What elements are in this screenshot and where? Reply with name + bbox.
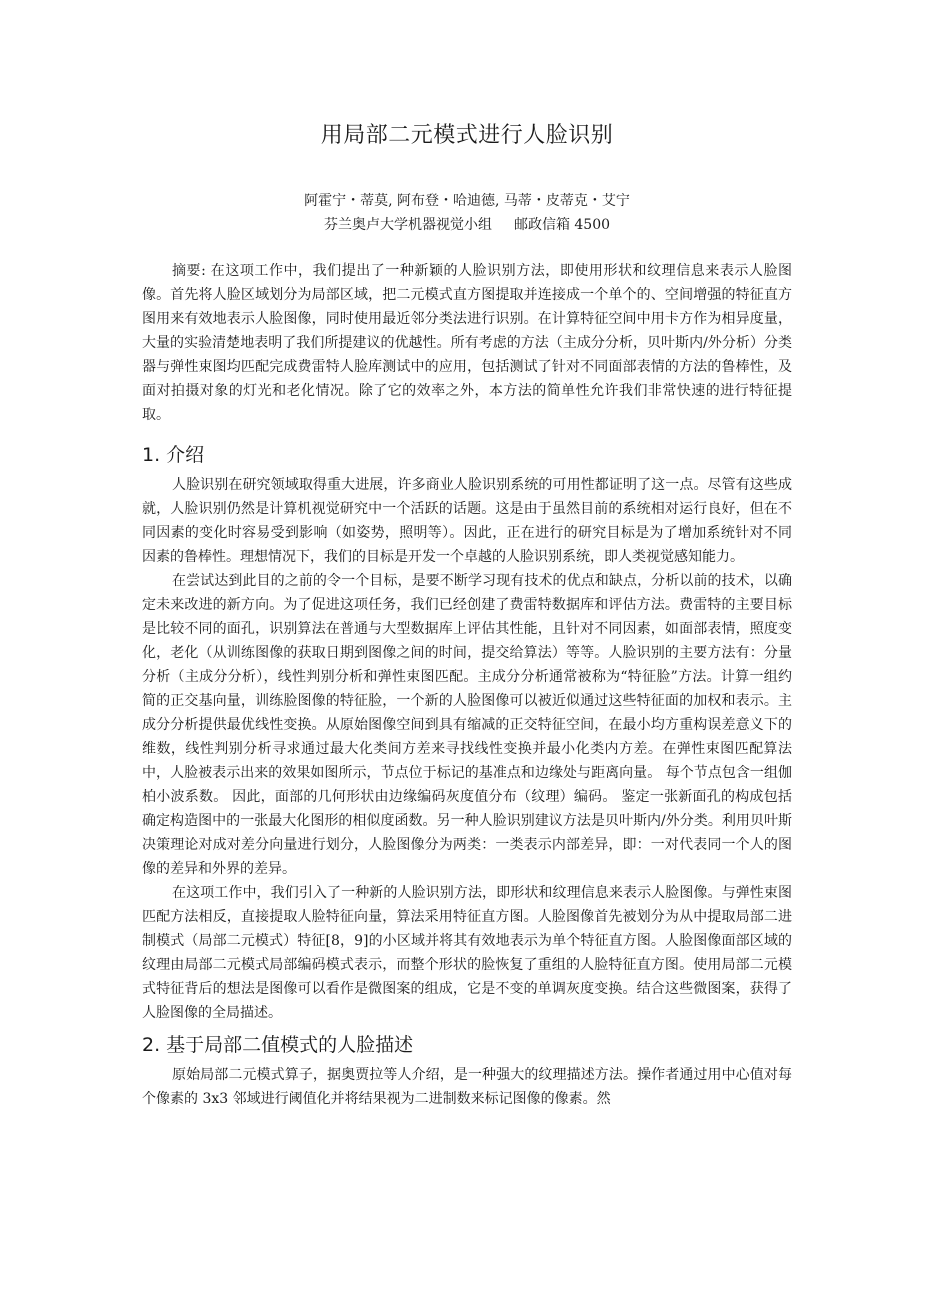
- paragraph: 人脸识别在研究领域取得重大进展，许多商业人脸识别系统的可用性都证明了这一点。尽管有这些成就，人脸识别仍然是计算机视觉研究中一个活跃的话题。这是由于虽然目前的系统相对运行良好，但在不同因素的变化时容易受到影响（如姿势，照明等）。因此，正在进行的研究目标是为了增加系统针对不同因素的鲁棒性。理想情况下，我们的目标是开发一个卓越的人脸识别系统，即人类视觉感知能力。: [142, 477, 792, 565]
- paragraph: 在这项工作中，我们引入了一种新的人脸识别方法，即形状和纹理信息来表示人脸图像。与弹性束图匹配方法相反，直接提取人脸特征向量，算法采用特征直方图。人脸图像首先被划分为从中提取局部二进制模式（局部二元模式）特征[8，9]的小区域并将其有效地表示为单个特征直方图。人脸图像面部区域的纹理由局部二元模式局部编码模式表示，而整个形状的脸恢复了重组的人脸特征直方图。使用局部二元模式特征背后的想法是图像可以看作是微图案的组成，它是不变的单调灰度变换。结合这些微图案，获得了人脸图像的全局描述。: [142, 885, 792, 1021]
- affiliation: 芬兰奥卢大学机器视觉小组: [323, 217, 492, 233]
- section-heading-lbp-description: 2. 基于局部二值模式的人脸描述: [142, 1034, 414, 1056]
- paper-page: [142, 118, 792, 1111]
- author-list: 阿霍宁・蒂莫, 阿布登・哈迪德, 马蒂・皮蒂克・艾宁: [304, 193, 630, 209]
- postbox: 邮政信箱 4500: [513, 217, 611, 233]
- paragraph: 在尝试达到此目的之前的令一个目标，是要不断学习现有技术的优点和缺点，分析以前的技术，以确定未来改进的新方向。为了促进这项任务，我们已经创建了费雷特数据库和评估方法。费雷特的主要目标是比较不同的面孔，识别算法在普通与大型数据库上评估其性能，且针对不同因素，如面部表情，照度变化，老化（从训练图像的获取日期到图像之间的时间，提交给算法）等等。人脸识别的主要方法有：分量分析（主成分分析），线性判别分析和弹性束图匹配。主成分分析通常被称为“特征脸”方法。计算一组约简的正交基向量，训练脸图像的特征脸，一个新的人脸图像可以被近似通过这些特征面的加权和表示。主成分分析提供最优线性变换。从原始图像空间到具有缩减的正交特征空间，在最小均方重构误差意义下的维数，线性判别分析寻求通过最大化类间方差来寻找线性变换并最小化类内方差。在弹性束图匹配算法中，人脸被表示出来的效果如图所示，节点位于标记的基准点和边缘处与距离向量。 每个节点包含一组伽柏小波系数。 因此，面部的几何形状由边缘编码灰度值分布（纹理）编码。 鉴定一张新面孔的构成包括确定构造图中的一张最大化图形的相似度函数。另一种人脸识别建议方法是贝叶斯内/外分类。利用贝叶斯决策理论对成对差分向量进行划分，人脸图像分为两类：一类表示内部差异，即：一对代表同一个人的图像的差异和外界的差异。: [142, 573, 792, 877]
- paper-title: 用局部二元模式进行人脸识别: [320, 123, 614, 148]
- abstract: 摘要: 在这项工作中，我们提出了一种新颖的人脸识别方法，即使用形状和纹理信息来表示人脸图像。首先将人脸区域划分为局部区域，把二元模式直方图提取并连接成一个单个的、空间增强的特征直方图用来有效地表示人脸图像，同时使用最近邻分类法进行识别。在计算特征空间中用卡方作为相异度量，大量的实验清楚地表明了我们所提建议的优越性。所有考虑的方法（主成分分析，贝叶斯内/外分析）分类器与弹性束图均匹配完成费雷特人脸库测试中的应用，包括测试了针对不同面部表情的方法的鲁棒性，及面对拍摄对象的灯光和老化情况。除了它的效率之外，本方法的简单性允许我们非常快速的进行特征提取。: [142, 263, 792, 423]
- affiliation-line: [142, 213, 792, 237]
- paragraph: 原始局部二元模式算子，据奥贾拉等人介绍，是一种强大的纹理描述方法。操作者通过用中心值对每个像素的 3x3 邻域进行阈值化并将结果视为二进制数来标记图像的像素。然: [142, 1067, 792, 1107]
- author-block: [142, 189, 792, 237]
- section-heading-introduction: 1. 介绍: [142, 444, 205, 466]
